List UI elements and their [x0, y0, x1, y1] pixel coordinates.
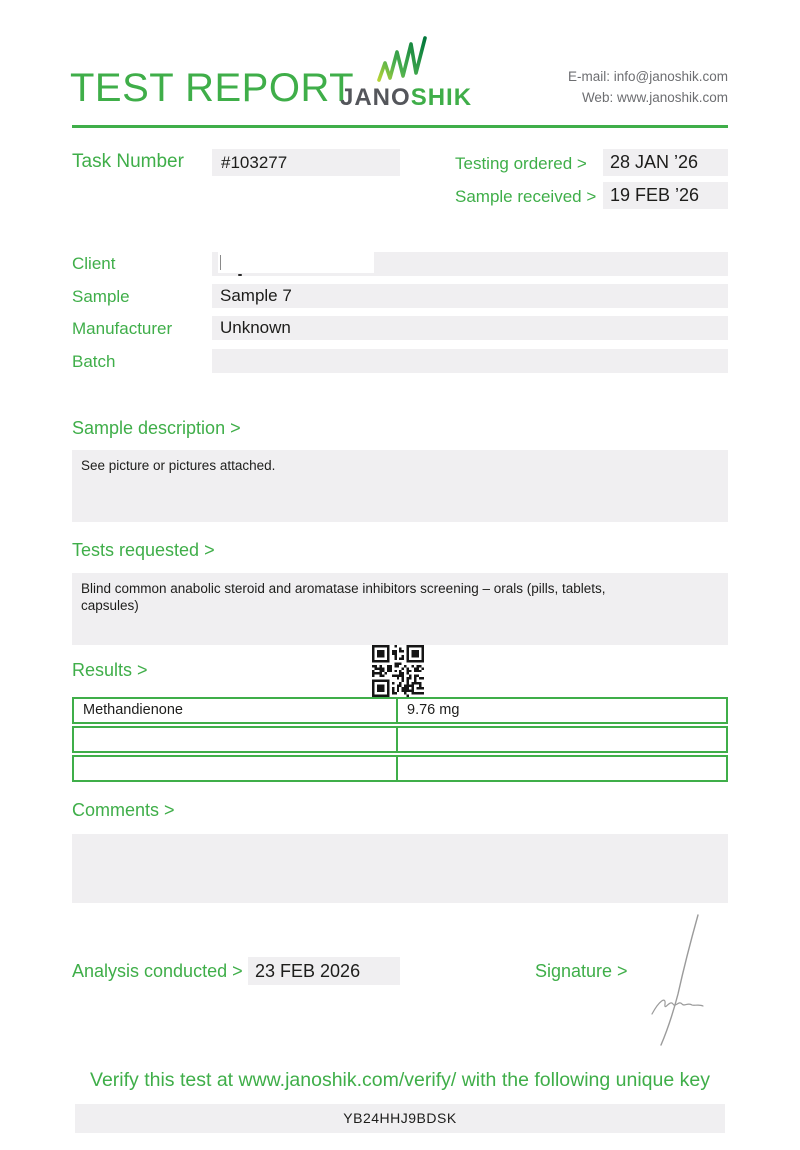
result-amount [398, 728, 726, 751]
analysis-conducted-value: 23 FEB 2026 [248, 957, 400, 985]
logo-text-jano: JANO [340, 84, 411, 111]
result-substance [74, 757, 398, 780]
janoshik-logo [340, 36, 473, 112]
tests-requested-label: Tests requested > [72, 540, 215, 560]
table-row [72, 755, 728, 782]
sample-description-text: See picture or pictures attached. [81, 458, 276, 473]
logo-text-shik: SHIK [410, 84, 473, 111]
qr-code [372, 645, 424, 697]
sample-received-label: Sample received > [455, 187, 597, 206]
comments-box [72, 834, 728, 903]
sample-description-box [72, 450, 728, 522]
page-title: TEST REPORT [70, 66, 355, 110]
result-substance: Methandienone [74, 699, 398, 722]
batch-value [212, 349, 728, 373]
comments-label: Comments > [72, 800, 175, 820]
task-number-value: #103277 [212, 149, 400, 176]
batch-label: Batch [72, 352, 116, 371]
signature-label: Signature > [535, 961, 628, 981]
tests-requested-box [72, 573, 728, 645]
contact-email: E-mail: info@janoshik.com [567, 69, 728, 84]
logo-wordmark [340, 84, 473, 112]
testing-ordered-value: 28 JAN ’26 [603, 149, 728, 176]
results-label: Results > [72, 660, 148, 680]
sample-label: Sample [72, 287, 130, 306]
client-redaction-box [218, 252, 374, 273]
client-value [212, 252, 728, 276]
verify-key: YB24HHJ9BDSK [75, 1104, 725, 1133]
contact-info [568, 66, 728, 108]
table-row [72, 726, 728, 753]
testing-ordered-label: Testing ordered > [455, 154, 587, 173]
header-divider [72, 125, 728, 128]
signature-scribble [634, 912, 706, 1053]
table-row [72, 697, 728, 724]
contact-web: Web: www.janoshik.com [581, 90, 728, 105]
redaction-descender-mark [238, 274, 242, 276]
client-label: Client [72, 254, 116, 273]
manufacturer-label: Manufacturer [72, 319, 173, 338]
chart-icon [340, 36, 465, 82]
analysis-conducted-label: Analysis conducted > [72, 961, 243, 981]
result-amount: 9.76 mg [407, 702, 460, 718]
redaction-caret-mark [220, 255, 221, 270]
manufacturer-value: Unknown [212, 316, 728, 340]
task-number-label: Task Number [72, 151, 184, 172]
tests-requested-text: Blind common anabolic steroid and aromatase inhibitors screening – orals (pills, tablets, capsules) [81, 581, 606, 613]
results-table [72, 697, 728, 784]
result-substance [74, 728, 398, 751]
result-amount [398, 757, 726, 780]
verify-instruction: Verify this test at www.janoshik.com/verify/ with the following unique key [90, 1069, 710, 1091]
sample-description-label: Sample description > [72, 418, 241, 438]
sample-value: Sample 7 [212, 284, 728, 308]
sample-received-value: 19 FEB ’26 [603, 182, 728, 209]
